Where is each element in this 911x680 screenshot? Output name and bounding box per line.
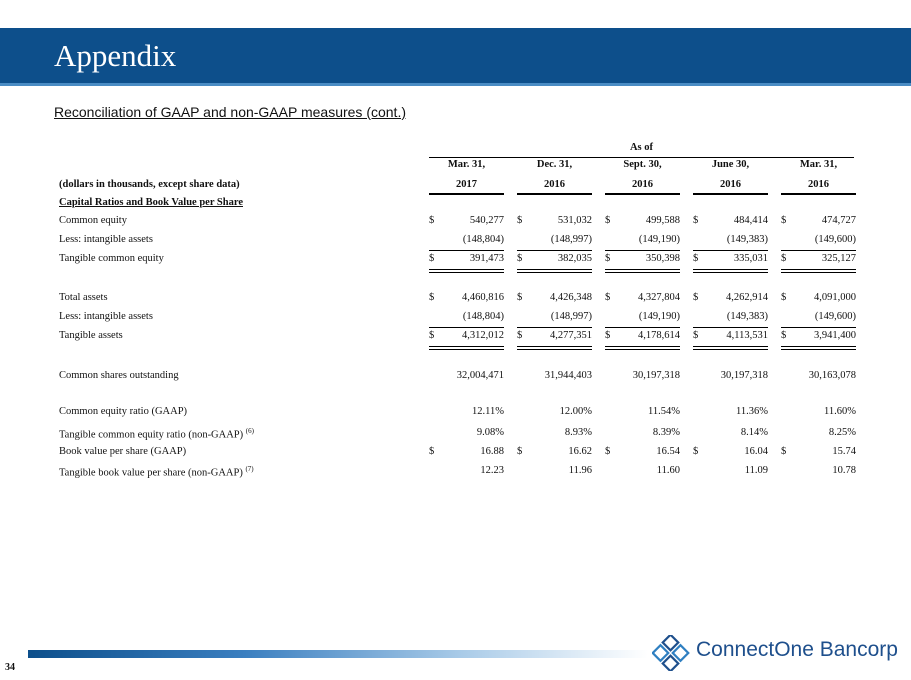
section-subtitle: Reconciliation of GAAP and non-GAAP measures (cont.): [54, 104, 406, 120]
row-label: Tangible common equity: [59, 253, 164, 264]
footnote-ref: (6): [245, 427, 254, 435]
row-label: Less: intangible assets: [59, 311, 153, 322]
subtotal-rule: [693, 250, 768, 251]
subtotal-rule: [517, 327, 592, 328]
subtotal-rule: [429, 250, 504, 251]
header-rule: [429, 157, 854, 158]
cell-value: 32,004,471: [456, 370, 504, 381]
currency-symbol: $: [781, 292, 787, 303]
cell-value: (148,804): [462, 311, 504, 322]
cell-value: 12.00%: [559, 406, 592, 417]
cell-value: 10.78: [832, 465, 856, 476]
table-row-book-value: [59, 446, 869, 462]
cell-value: 4,426,348: [550, 292, 592, 303]
cell-value: (148,804): [462, 234, 504, 245]
header-underline-4: [693, 193, 768, 195]
cell-value: (149,600): [814, 311, 856, 322]
row-label: Tangible book value per share (non-GAAP): [59, 467, 243, 479]
col-header-3-line2: 2016: [632, 179, 653, 190]
currency-symbol: $: [693, 446, 699, 457]
total-double-rule: [429, 346, 504, 350]
table-row-common-equity-ratio: [59, 406, 869, 422]
col-header-5-line2: 2016: [808, 179, 829, 190]
logo-mark-icon: [652, 635, 690, 671]
currency-symbol: $: [429, 215, 435, 226]
total-double-rule: [429, 269, 504, 273]
cell-value: 8.39%: [652, 427, 680, 438]
total-double-rule: [605, 346, 680, 350]
total-double-rule: [781, 346, 856, 350]
col-header-3-line1: Sept. 30,: [623, 159, 662, 170]
footer-gradient-band: [28, 650, 648, 658]
cell-value: 4,327,804: [638, 292, 680, 303]
row-label: Book value per share (GAAP): [59, 446, 187, 457]
row-label: Tangible common equity ratio (non-GAAP): [59, 429, 244, 441]
total-double-rule: [517, 269, 592, 273]
cell-value: 11.09: [744, 465, 768, 476]
currency-symbol: $: [781, 215, 787, 226]
cell-value: (149,383): [726, 234, 768, 245]
currency-symbol: $: [605, 215, 611, 226]
cell-value: 391,473: [469, 253, 504, 264]
cell-value: 11.60%: [824, 406, 856, 417]
table-row-tangible-equity-ratio: [59, 427, 869, 443]
col-header-5-line1: Mar. 31,: [799, 159, 838, 170]
cell-value: 16.54: [656, 446, 680, 457]
logo-wordmark: ConnectOne Bancorp: [696, 638, 898, 661]
cell-value: 382,035: [557, 253, 592, 264]
row-label: Tangible assets: [59, 330, 123, 341]
cell-value: (149,190): [638, 234, 680, 245]
row-label: Less: intangible assets: [59, 234, 153, 245]
currency-symbol: $: [781, 446, 787, 457]
cell-value: 9.08%: [476, 427, 504, 438]
subtotal-rule: [605, 327, 680, 328]
col-header-2-line1: Dec. 31,: [536, 159, 573, 170]
currency-symbol: $: [693, 215, 699, 226]
header-underline-3: [605, 193, 680, 195]
currency-symbol: $: [605, 253, 611, 264]
cell-value: 11.54%: [648, 406, 680, 417]
cell-value: 499,588: [645, 215, 680, 226]
total-double-rule: [517, 346, 592, 350]
subtotal-rule: [693, 327, 768, 328]
table-row-less-intangible-equity: [59, 234, 869, 250]
subtotal-rule: [781, 327, 856, 328]
currency-symbol: $: [605, 292, 611, 303]
currency-symbol: $: [517, 253, 523, 264]
col-header-4-line1: June 30,: [711, 159, 750, 170]
cell-value: 16.88: [480, 446, 504, 457]
cell-value: (148,997): [550, 234, 592, 245]
subtotal-rule: [781, 250, 856, 251]
total-double-rule: [605, 269, 680, 273]
total-double-rule: [693, 269, 768, 273]
cell-value: (149,600): [814, 234, 856, 245]
row-label: Total assets: [59, 292, 108, 303]
table-row-tangible-common-equity: [59, 253, 869, 269]
cell-value: 8.14%: [740, 427, 768, 438]
col-header-2-line2: 2016: [544, 179, 565, 190]
currency-symbol: $: [517, 330, 523, 341]
cell-value: 4,091,000: [814, 292, 856, 303]
currency-symbol: $: [693, 253, 699, 264]
cell-value: 31,944,403: [544, 370, 592, 381]
currency-symbol: $: [429, 446, 435, 457]
cell-value: 16.04: [744, 446, 768, 457]
currency-symbol: $: [693, 330, 699, 341]
cell-value: 11.36%: [736, 406, 768, 417]
col-header-4-line2: 2016: [720, 179, 741, 190]
currency-symbol: $: [517, 446, 523, 457]
currency-symbol: $: [517, 215, 523, 226]
cell-value: 15.74: [832, 446, 856, 457]
page-number: 34: [5, 662, 15, 673]
cell-value: 12.11%: [472, 406, 504, 417]
cell-value: 4,113,531: [726, 330, 768, 341]
row-label: Common shares outstanding: [59, 370, 179, 381]
cell-value: 335,031: [733, 253, 768, 264]
cell-value: 350,398: [645, 253, 680, 264]
cell-value: 4,262,914: [726, 292, 768, 303]
units-label: (dollars in thousands, except share data): [59, 179, 240, 190]
total-double-rule: [781, 269, 856, 273]
cell-value: 30,163,078: [808, 370, 856, 381]
cell-value: 11.96: [568, 465, 592, 476]
footnote-ref: (7): [245, 465, 254, 473]
section-title: Capital Ratios and Book Value per Share: [59, 197, 243, 208]
cell-value: 3,941,400: [814, 330, 856, 341]
currency-symbol: $: [781, 330, 787, 341]
table-row-tangible-assets: [59, 330, 869, 346]
currency-symbol: $: [605, 446, 611, 457]
cell-value: (149,383): [726, 311, 768, 322]
table-row-tangible-book-value: [59, 465, 869, 481]
table-row-less-intangible-assets: [59, 311, 869, 327]
total-double-rule: [693, 346, 768, 350]
cell-value: 4,277,351: [550, 330, 592, 341]
header-underline-5: [781, 193, 856, 195]
subtotal-rule: [605, 250, 680, 251]
cell-value: 531,032: [557, 215, 592, 226]
header-underline-2: [517, 193, 592, 195]
subtotal-rule: [517, 250, 592, 251]
cell-value: 30,197,318: [720, 370, 768, 381]
header-underline-1: [429, 193, 504, 195]
currency-symbol: $: [429, 253, 435, 264]
table-row-total-assets: [59, 292, 869, 308]
currency-symbol: $: [693, 292, 699, 303]
cell-value: 474,727: [821, 215, 856, 226]
cell-value: 8.93%: [564, 427, 592, 438]
row-label: Common equity: [59, 215, 127, 226]
cell-value: 12.23: [480, 465, 504, 476]
cell-value: 540,277: [469, 215, 504, 226]
cell-value: 30,197,318: [632, 370, 680, 381]
cell-value: 4,312,012: [462, 330, 504, 341]
cell-value: (149,190): [638, 311, 680, 322]
col-header-1-line1: Mar. 31,: [447, 159, 486, 170]
cell-value: 8.25%: [828, 427, 856, 438]
cell-value: (148,997): [550, 311, 592, 322]
page-title: Appendix: [54, 38, 177, 73]
row-label: Common equity ratio (GAAP): [59, 406, 188, 417]
cell-value: 16.62: [568, 446, 592, 457]
currency-symbol: $: [781, 253, 787, 264]
cell-value: 4,460,816: [462, 292, 504, 303]
cell-value: 484,414: [733, 215, 768, 226]
as-of-label: As of: [629, 142, 654, 153]
table-row-common-equity: [59, 215, 869, 231]
col-header-1-line2: 2017: [456, 179, 477, 190]
company-logo: [652, 635, 907, 671]
subtotal-rule: [429, 327, 504, 328]
title-bar: [0, 28, 911, 86]
cell-value: 4,178,614: [638, 330, 680, 341]
currency-symbol: $: [605, 330, 611, 341]
table-row-shares-outstanding: [59, 370, 869, 386]
currency-symbol: $: [429, 330, 435, 341]
cell-value: 325,127: [821, 253, 856, 264]
currency-symbol: $: [517, 292, 523, 303]
cell-value: 11.60: [656, 465, 680, 476]
currency-symbol: $: [429, 292, 435, 303]
